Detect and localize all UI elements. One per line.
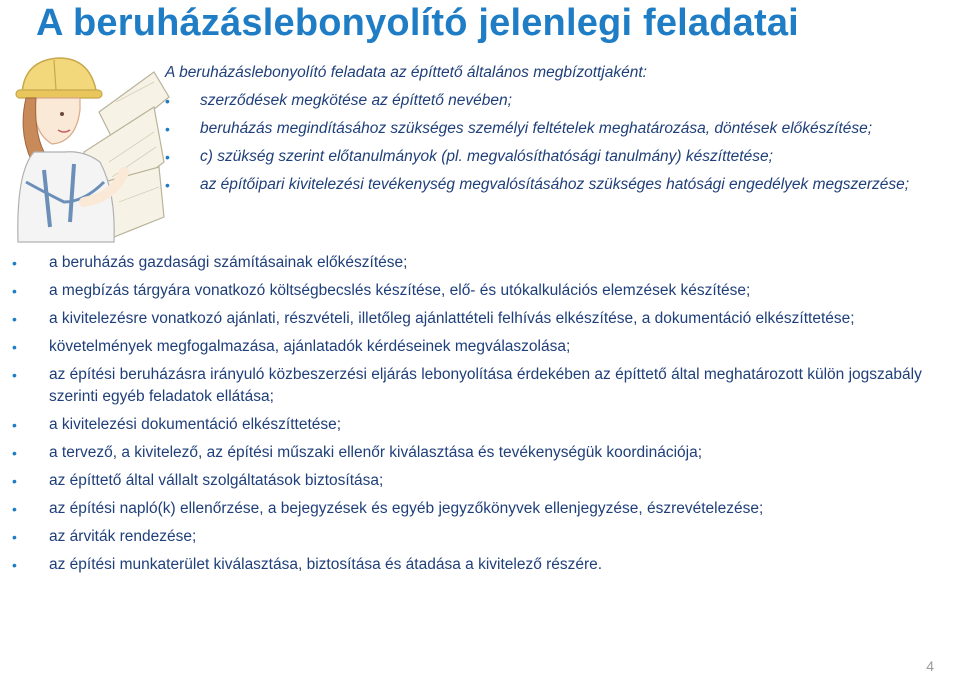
list-item: • beruházás megindításához szükséges személyi feltételek meghatározása, döntések előkészítése; xyxy=(165,118,960,140)
bullet-icon: • xyxy=(165,177,170,193)
list-item: • a megbízás tárgyára vonatkozó költségbecslés készítése, elő- és utókalkulációs elemzések készítése; xyxy=(12,280,947,302)
list-item: • az építtető által vállalt szolgáltatások biztosítása; xyxy=(12,470,947,492)
bullet-icon: • xyxy=(12,339,17,355)
list-item: • az építőipari kivitelezési tevékenység megvalósításához szükséges hatósági engedélyek megszerzése; xyxy=(165,174,960,196)
list-item: • követelmények megfogalmazása, ajánlatadók kérdéseinek megválaszolása; xyxy=(12,336,947,358)
main-bullet-list xyxy=(12,252,947,582)
bullet-icon: • xyxy=(12,501,17,517)
list-item: • a kivitelezésre vonatkozó ajánlati, részvételi, illetőleg ajánlattételi felhívás elkészítése, a dokumentáció elkészíttetése; xyxy=(12,308,947,330)
bullet-icon: • xyxy=(12,557,17,573)
list-item: • a beruházás gazdasági számításainak előkészítése; xyxy=(12,252,947,274)
sub-bullet-list xyxy=(165,90,960,202)
list-item: • az árviták rendezése; xyxy=(12,526,947,548)
list-item: • az építési beruházásra irányuló közbeszerzési eljárás lebonyolítása érdekében az építtető által meghatározott külön jogszabály szerinti egyéb feladatok ellátása; xyxy=(12,366,922,405)
bullet-icon: • xyxy=(12,529,17,545)
bullet-icon: • xyxy=(165,121,170,137)
bullet-icon: • xyxy=(12,445,17,461)
bullet-icon: • xyxy=(12,255,17,271)
list-item: • az építési napló(k) ellenőrzése, a bejegyzések és egyéb jegyzőkönyvek ellenjegyzése, észrevételezése; xyxy=(12,498,947,520)
list-item: • a kivitelezési dokumentáció elkészíttetése; xyxy=(12,414,947,436)
intro-text: A beruházáslebonyolító feladata az építtető általános megbízottjaként: xyxy=(165,64,647,81)
list-item: • c) szükség szerint előtanulmányok (pl. megvalósíthatósági tanulmány) készíttetése; xyxy=(165,146,960,168)
bullet-icon: • xyxy=(12,473,17,489)
bullet-icon: • xyxy=(165,149,170,165)
page-number: 4 xyxy=(926,658,934,674)
bullet-icon: • xyxy=(12,283,17,299)
bullet-icon: • xyxy=(12,367,17,383)
list-item: • a tervező, a kivitelező, az építési műszaki ellenőr kiválasztása és tevékenységük koordinációja; xyxy=(12,442,947,464)
slide-title: A beruházáslebonyolító jelenlegi feladatai xyxy=(36,2,799,44)
list-item: • szerződések megkötése az építtető nevében; xyxy=(165,90,960,112)
list-item: • az építési munkaterület kiválasztása, biztosítása és átadása a kivitelező részére. xyxy=(12,554,947,576)
bullet-icon: • xyxy=(12,417,17,433)
bullet-icon: • xyxy=(165,93,170,109)
bullet-icon: • xyxy=(12,311,17,327)
